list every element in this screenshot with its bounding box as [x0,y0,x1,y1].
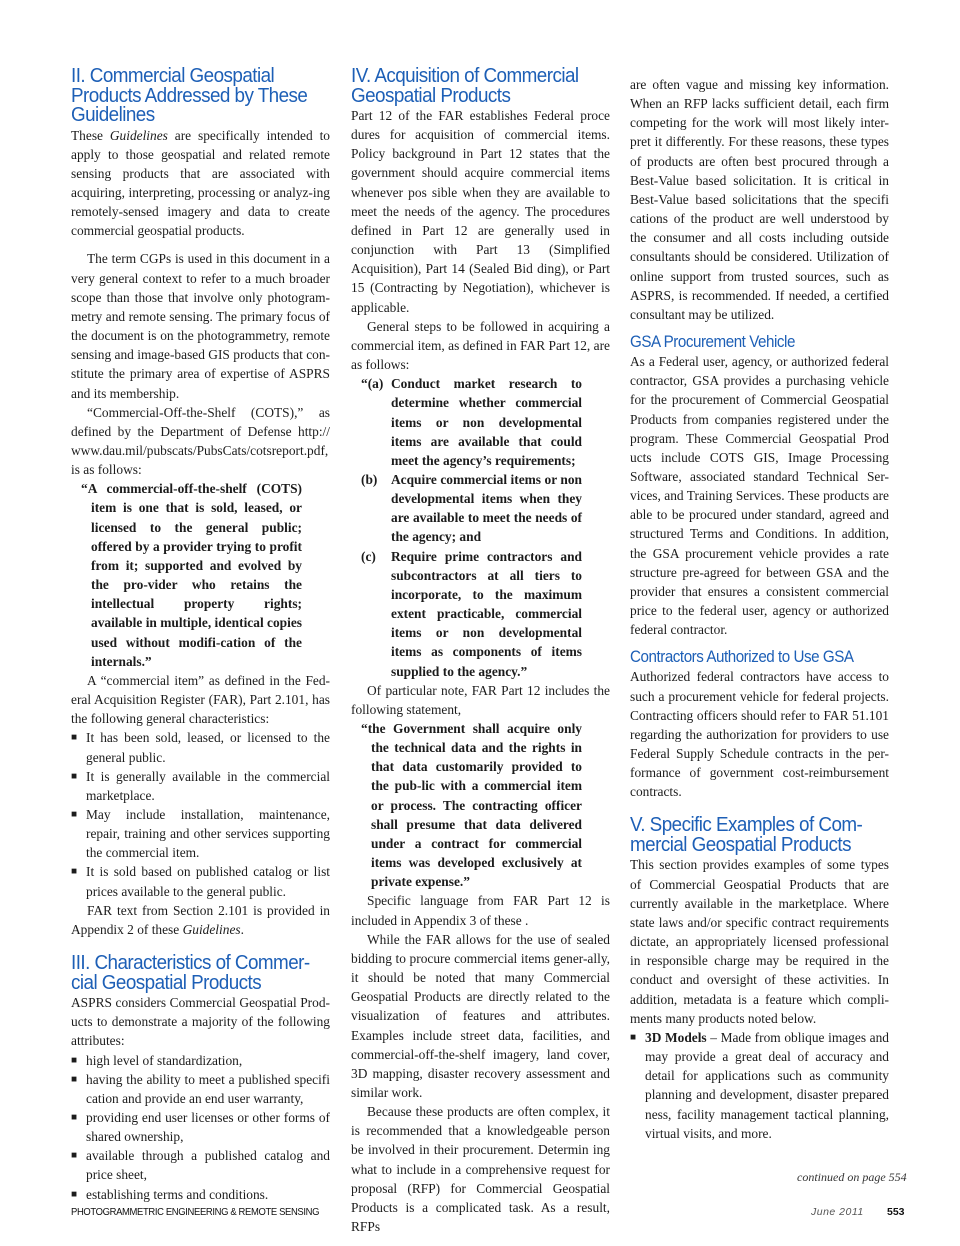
paragraph: Because these products are often complex, it is recommended that a knowledgeable person be involved in their procurement. Determin ing what to include in a comprehensive request for proposal (RFP) for Commercial Geospatial Products is a complicated task. As a result, RFPs [351,1104,610,1235]
paragraph: Part 12 of the FAR establishes Federal proce dures for acquisition of commercial items. Policy background in Part 12 states that the government should acquire commercial items whenever pos sible when they are available to meet the needs of the agency. The procedures defined in Part 12 are generally used in conjunction with Part 13 (Simplified Acquisition), Part 14 (Sealed Bid ding), or Part 15 (Contracting by Negotiation), whichever is applicable. [351,108,610,315]
heading-line: V. Specific Examples of Com- [630,813,863,837]
column-3 [630,75,889,1143]
heading-line: II. Commercial Geospatial [71,64,275,87]
text: . [240,921,244,937]
list-item: ■ It has been sold, leased, or licensed to the general public. [71,728,330,766]
list-item: ■ available through a published catalog and price sheet, [71,1146,330,1184]
list-item: ■ May include installation, maintenance, repair, training and other services supporting the commercial item. [71,805,330,862]
heading-line: Geospatial Products [351,83,511,107]
column-2 [351,66,610,1236]
step-text: Acquire commercial items or non developmental items when they are available to meet the needs of the agency; and [391,471,582,545]
page-number: 553 [887,1206,905,1218]
step-label: “(a) [361,376,384,392]
heading-line: mercial Geospatial Products [630,832,851,856]
heading-line: III. Characteristics of Commer- [71,951,310,975]
step-label: (b) [361,471,378,487]
block-quote: “A commercial-off-the-shelf (COTS) item is one that is sold, leased, or licensed to the general public; offered by a provider trying to profit from it; supported and evolved by the pro-vider who retains the intellectual property rights; available in multiple, identical copies used without modifi-cation of the internals.” [81,481,302,669]
paragraph: General steps to be followed in acquiring a commercial item, as defined in FAR Part 12, are as follows: [351,318,610,373]
step-text: Conduct market research to determine whether commercial items or non developmental items are available that could meet the agency’s requirements; [391,376,582,468]
far-steps-list [361,374,582,681]
block-quote: “the Government shall acquire only the technical data and the rights in that data customarily provided to the pub-lic with a commercial item or process. The contracting officer shall presume that data delivered under a contract for commercial items was developed exclusively at private expense.” [361,721,582,890]
section-3-heading [71,953,309,992]
text-emphasis: Guidelines [109,127,168,143]
gsa-heading: GSA Procurement Vehicle [630,333,795,352]
paragraph: ASPRS considers Commercial Geospatial Prod-ucts to demonstrate a majority of the following attributes: [71,995,330,1049]
heading-line: IV. Acquisition of Commercial [351,64,579,87]
paragraph: As a Federal user, agency, or authorized federal contractor, GSA provides a purchasing vehicle for the procurement of Commercial Geospatial Products from companies registered under the program. These Commercial Geospatial Prod ucts include COTS GIS, Image Processing Software, associated standard Technical Ser-vices, and Training Services. These products are able to be procured under standard, agreed and structured Terms and Conditions. In addition, the GSA procurement vehicle provides a rate structure pre-agreed for between GSA and the provider that ensures a consistent commercial price to the federal user, agency or authorized federal contractor. [630,354,889,638]
journal-footer: PHOTOGRAMMETRIC ENGINEERING & REMOTE SENSING [71,1206,320,1218]
far-step [361,470,582,547]
heading-line: Products Addressed by These [71,83,308,107]
step-text: Require prime contractors and subcontractors at all tiers to incorporate, to the maximum extent practicable, commercial items or non developmental items as components of items supplied to the agency.” [391,548,582,679]
list-item: ■ providing end user licenses or other forms of shared ownership, [71,1108,330,1146]
section-5-heading [630,815,868,854]
paragraph: “Commercial-Off-the-Shelf (COTS),” as defined by the Department of Defense http:// www.dau.mil/pubscats/PubsCats/cotsreport.pdf, is as follows: [71,404,330,478]
text-emphasis: Guidelines [182,921,241,937]
list-item: ■ having the ability to meet a published specifi cation and provide an end user warranty, [71,1070,330,1108]
paragraph: The term CGPs is used in this document in a very general context to refer to a much broader scope than those that involve only photogram-metry and remote sensing. The primary focus of the document is on the photogrammetry, remote sensing and image-based GIS products that con-stitute the primary area of expertise of ASPRS and its membership. [71,251,330,401]
continued-note: continued on page 554 [797,1170,907,1184]
paragraph: A “commercial item” as defined in the Fed-eral Acquisition Register (FAR), Part 2.101, has the following general characteristics: [71,672,330,727]
paragraph: While the FAR allows for the use of sealed bidding to procure commercial items gener-ally, it should be noted that many Commercial Geospatial Products are directly related to the visualization of features and attributes. Examples include street data, facilities, and commercial-off-the-shelf imagery, land cover, 3D mapping, disaster recovery assessment and similar work. [351,931,610,1100]
paragraph [71,126,330,241]
far-step [361,547,582,681]
section-4-heading [351,66,589,105]
paragraph: Specific language from FAR Part 12 is included in Appendix 3 of these . [351,893,610,928]
paragraph: This section provides examples of some types of Commercial Geospatial Products that are currently available in the marketplace. Where state laws and/or specific contract requirements dictate, an appropriately licensed professional in responsible charge may be required in the conduct and oversight of these activities. In addition, metadata is a feature which compli-ments many products noted below. [630,857,889,1026]
text: are specifically intended to apply to those geospatial and related remote sensing products that are associated with acquiring, interpreting, processing or analyz-ing remotely-sensed imagery and data to create commercial geospatial products. [71,127,330,239]
list-item: ■ establishing terms and conditions. [71,1185,330,1204]
paragraph: are often vague and missing key information. When an RFP lacks sufficient detail, each firm competing for the work will most likely inter-pret it differently. For these reasons, these types of products are often best procured through a Best-Value based solicitation. It is critical in Best-Value based solicitations that the specifi cations of the product are well understood by the consumer and all costs including outside consultants should be considered. Utilization of online support from trusted sources, such as ASPRS, is recommended. If needed, a certified consultant may be utilized. [630,77,889,322]
section-2-heading [71,66,309,125]
contractors-heading: Contractors Authorized to Use GSA [630,648,854,667]
list-item [630,1028,889,1143]
paragraph [71,901,330,939]
list-item: ■ It is generally available in the commercial marketplace. [71,767,330,805]
step-label: (c) [361,548,376,564]
far-step [361,374,582,470]
bullet-text: – Made from oblique images and may provide a great deal of accuracy and detail for applications such as community planning and development, disaster prepared ness, facility management tactical planning, virtual visits, and more. [645,1029,889,1141]
heading-line: Guidelines [71,103,155,126]
column-1 [71,66,330,1204]
bullet-list [71,1051,330,1204]
issue-date: June 2011 [811,1206,864,1218]
paragraph: Authorized federal contractors have access to such a procurement vehicle for federal projects. Contracting officers should refer to FAR 51.101 regarding the authorization for providers to use Federal Supply Schedule contracts in the per-formance of government cost-reimbursement contracts. [630,669,889,800]
bullet-list [630,1028,889,1143]
paragraph: Of particular note, FAR Part 12 includes the following statement, [351,682,610,717]
list-item: ■ high level of standardization, [71,1051,330,1070]
list-item: ■ It is sold based on published catalog or list prices available to the general public. [71,862,330,900]
text: These [71,127,110,143]
bullet-list [71,728,330,900]
text: FAR text from Section 2.101 is provided in Appendix 2 of these [71,902,330,937]
bullet-bold-term: 3D Models [645,1029,707,1045]
heading-line: cial Geospatial Products [71,970,262,994]
